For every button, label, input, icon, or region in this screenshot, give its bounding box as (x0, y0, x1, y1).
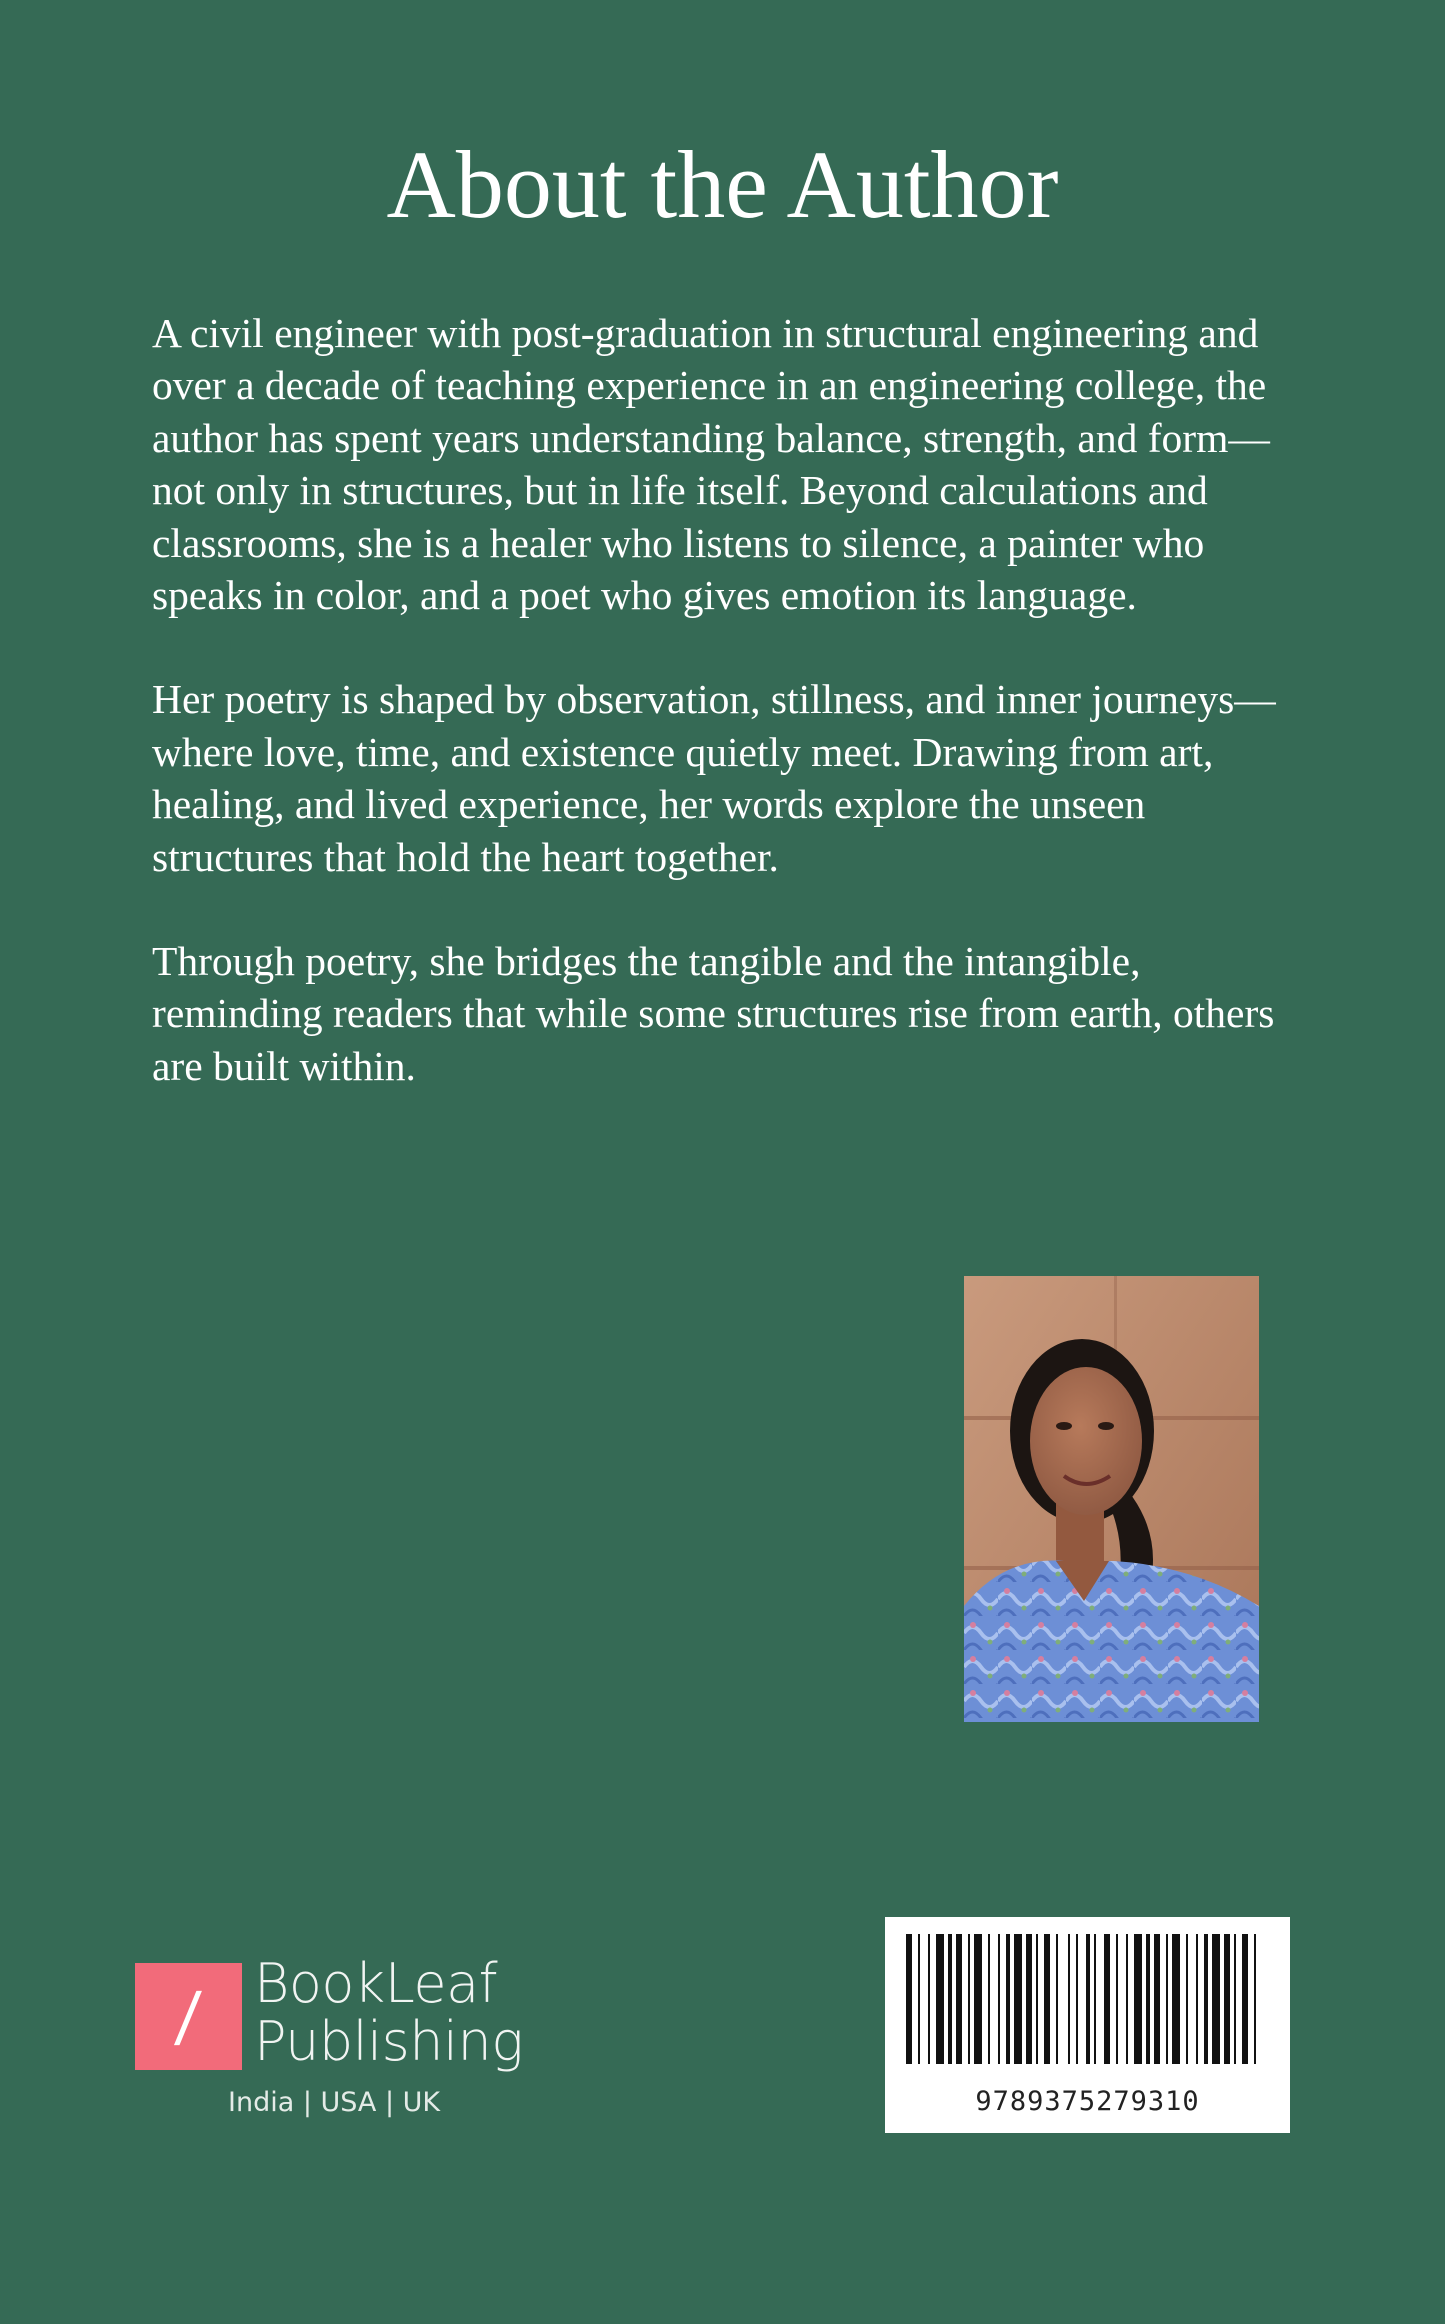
bio-paragraph-1: A civil engineer with post-graduation in structural engineering and over a decade of teaching experience in an engineering college, the author has spent years understanding balance, strength, and form—not only in structures, but in life itself. Beyond calculations and classrooms, she is a healer who listens to silence, a painter who speaks in color, and a poet who gives emotion its language. (152, 310, 1270, 619)
barcode-bar (1056, 1934, 1058, 2064)
barcode-bar (1204, 1934, 1208, 2064)
barcode-bar (1104, 1934, 1110, 2064)
barcode-bar (988, 1934, 990, 2064)
barcode-bars (902, 1934, 1273, 2082)
publisher-logo-mark (135, 1963, 242, 2070)
barcode-bar (1134, 1934, 1142, 2064)
publisher-name-line1: BookLeaf (254, 1952, 498, 2015)
page-title: About the Author (386, 131, 1059, 238)
barcode-bar (1224, 1934, 1230, 2064)
barcode-bar (1094, 1934, 1096, 2064)
barcode-bar (1126, 1934, 1128, 2064)
publisher-regions: India | USA | UK (228, 2087, 441, 2118)
barcode-bar (928, 1934, 930, 2064)
barcode-bar (1044, 1934, 1050, 2064)
barcode-bar (1234, 1934, 1236, 2064)
barcode-bar (1242, 1934, 1248, 2064)
barcode-bar (1006, 1934, 1010, 2064)
barcode-bar (918, 1934, 920, 2064)
barcode-bar (1076, 1934, 1078, 2064)
barcode-bar (1086, 1934, 1090, 2064)
barcode-bar (974, 1934, 982, 2064)
barcode-bar (1186, 1934, 1188, 2064)
barcode-bar (1196, 1934, 1198, 2064)
author-photo (964, 1276, 1259, 1722)
barcode-bar (1254, 1934, 1256, 2064)
barcode-bar (948, 1934, 952, 2064)
author-bio (152, 307, 1292, 1144)
barcode-bar (1116, 1934, 1118, 2064)
barcode-bar (956, 1934, 962, 2064)
barcode-bar (1146, 1934, 1150, 2064)
isbn-number: 9789375279310 (975, 2086, 1200, 2117)
barcode-bar (1172, 1934, 1180, 2064)
publisher-name (254, 1952, 574, 2073)
barcode-bar (968, 1934, 970, 2064)
bio-paragraph-2: Her poetry is shaped by observation, stillness, and inner journeys—where love, time, and existence quietly meet. Drawing from art, healing, and lived experience, her words explore the unseen structures that hold the heart together. (152, 676, 1276, 880)
barcode-bar (1212, 1934, 1220, 2064)
barcode-bar (1014, 1934, 1022, 2064)
barcode-bar (1068, 1934, 1070, 2064)
publisher-logo (135, 1952, 555, 2133)
barcode-bar (1026, 1934, 1032, 2064)
barcode-bar (1036, 1934, 1038, 2064)
barcode-bar (936, 1934, 944, 2064)
publisher-name-line2: Publishing (254, 2010, 524, 2073)
isbn-barcode (885, 1917, 1290, 2133)
slash-icon: / (173, 1978, 204, 2055)
barcode-bar (1166, 1934, 1168, 2064)
barcode-bar (998, 1934, 1000, 2064)
barcode-bar (1154, 1934, 1160, 2064)
barcode-bar (906, 1934, 912, 2064)
bio-paragraph-3: Through poetry, she bridges the tangible and the intangible, reminding readers that while some structures rise from earth, others are built within. (152, 938, 1275, 1089)
